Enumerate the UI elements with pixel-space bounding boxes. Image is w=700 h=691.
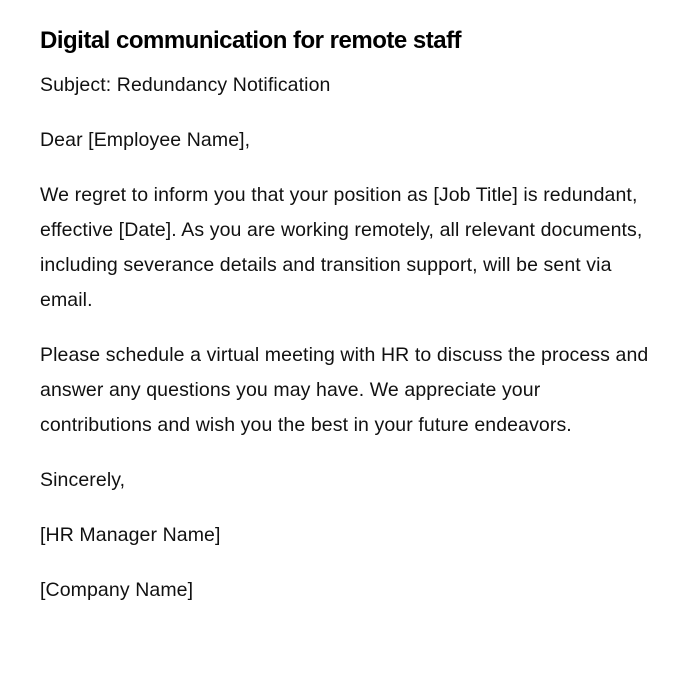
body-paragraph-2: Please schedule a virtual meeting with HR to discuss the process and answer any questions you may have. We appreciate your contributions and wish you the best in your future endeavors. [40,344,649,436]
signature-name: [HR Manager Name] [40,524,221,546]
greeting: Dear [Employee Name], [40,129,251,151]
subject-line: Subject: Redundancy Notification [40,74,331,96]
document-title: Digital communication for remote staff [40,27,462,54]
body-paragraph-1: We regret to inform you that your position as [Job Title] is redundant, effective [Date]. As you are working remotely, all relevant documents, including severance details and transition support, will be sent via email. [40,184,643,311]
company-name: [Company Name] [40,579,194,601]
closing: Sincerely, [40,469,126,491]
